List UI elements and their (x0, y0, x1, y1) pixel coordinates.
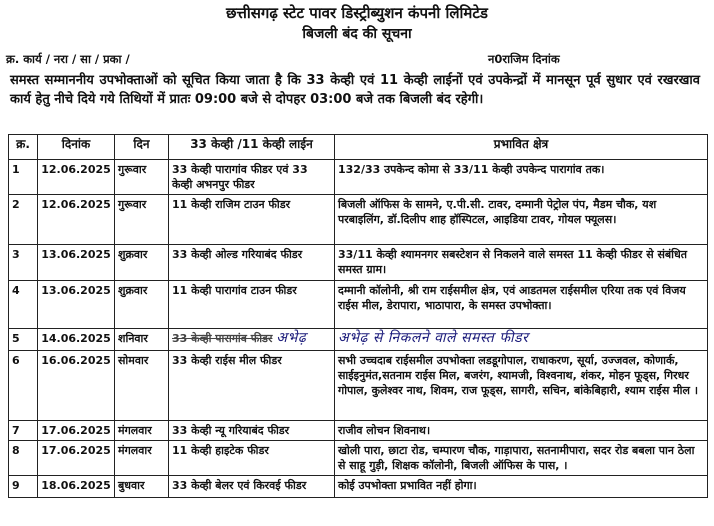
table-row (9, 245, 708, 281)
cell-serial: 4 (9, 281, 38, 329)
cell-date: 13.06.2025 (38, 245, 115, 281)
cell-date: 18.06.2025 (38, 476, 115, 498)
cell-line: 33 केव्ही न्यू गरियाबंद फीडर (169, 421, 335, 441)
cell-line (169, 329, 335, 351)
notice-title: बिजली बंद की सूचना (302, 26, 412, 42)
cell-day: मंगलवार (115, 421, 169, 441)
cell-day: बुधवार (115, 476, 169, 498)
handwritten-area-note: अभेढ़ से निकलने वाले समस्त फीडर (338, 330, 529, 346)
header-serial: क्र. (9, 135, 38, 160)
cell-serial: 8 (9, 441, 38, 476)
header-day: दिन (115, 135, 169, 160)
intro-paragraph: समस्त सम्माननीय उपभोक्ताओं को सूचित किया जाता है कि 33 केव्ही एवं 11 केव्ही लाईनों एवं उपकेन्द्रों में मानसून पूर्व सुधार एवं रखरखाव कार्य हेतु नीचे दिये गये तिथियों में प्रातः 09:00 बजे से दोपहर 03:00 बजे तक बिजली बंद रहेगी। (10, 73, 700, 107)
table-row (9, 441, 708, 476)
table-row (9, 476, 708, 498)
cell-date: 13.06.2025 (38, 281, 115, 329)
cell-day: गुरूवार (115, 160, 169, 195)
cell-line: 33 केव्ही राईस मील फीडर (169, 351, 335, 421)
cell-line: 33 केव्ही पारागांव फीडर एवं 33 केव्ही अभनपुर फीडर (169, 160, 335, 195)
cell-serial: 6 (9, 351, 38, 421)
cell-date: 12.06.2025 (38, 195, 115, 245)
cell-day: गुरूवार (115, 195, 169, 245)
cell-date: 17.06.2025 (38, 441, 115, 476)
cell-line: 11 केव्ही हाइटेक फीडर (169, 441, 335, 476)
header-affected-area: प्रभावित क्षेत्र (335, 135, 708, 160)
cell-date: 12.06.2025 (38, 160, 115, 195)
cell-date: 14.06.2025 (38, 329, 115, 351)
table-row (9, 421, 708, 441)
cell-serial: 3 (9, 245, 38, 281)
reference-date: न0राजिम दिनांक (488, 52, 560, 66)
cell-serial: 7 (9, 421, 38, 441)
cell-day: शनिवार (115, 329, 169, 351)
outage-schedule-table (8, 134, 708, 498)
cell-date: 17.06.2025 (38, 421, 115, 441)
table-row (9, 329, 708, 351)
cell-day: सोमवार (115, 351, 169, 421)
cell-line: 11 केव्ही पारागांव टाउन फीडर (169, 281, 335, 329)
handwritten-line-correction: अभेढ़ (276, 330, 307, 346)
cell-day: शुक्रवार (115, 245, 169, 281)
cell-serial: 2 (9, 195, 38, 245)
table-row (9, 160, 708, 195)
cell-serial: 1 (9, 160, 38, 195)
table-row (9, 281, 708, 329)
table-row (9, 195, 708, 245)
cell-date: 16.06.2025 (38, 351, 115, 421)
cell-area: खोली पारा, छाटा रोड, चम्पारण चौक, गाड़ापारा, सतनामीपारा, सदर रोड बबला पान ठेला से साहू गुड़ी, शिक्षक कॉलोनी, बिजली ऑफिस के पास, । (335, 441, 708, 476)
cell-area: दम्मानी कॉलोनी, श्री राम राईसमील क्षेत्र, एवं आडतमल राईसमील एरिया तक एवं विजय राईस मील, डेरापारा, भाठापारा, के समस्त उपभोक्ता। (335, 281, 708, 329)
cell-line: 33 केव्ही बेलर एवं किरवई फीडर (169, 476, 335, 498)
reference-number: क्र. कार्य / नरा / सा / प्रका / (6, 52, 130, 66)
cell-line: 33 केव्ही ओल्ड गरियाबंद फीडर (169, 245, 335, 281)
cell-day: मंगलवार (115, 441, 169, 476)
table-row (9, 351, 708, 421)
cell-area: 132/33 उपकेन्द कोमा से 33/11 केव्ही उपकेन्द पारागांव तक। (335, 160, 708, 195)
header-line: 33 केव्ही /11 केव्ही लाईन (169, 135, 335, 160)
struck-line-text: 33 केव्ही पारागांव फीडर (172, 332, 273, 345)
cell-area: राजीव लोचन शिवनाथ। (335, 421, 708, 441)
cell-area (335, 329, 708, 351)
header-date: दिनांक (38, 135, 115, 160)
cell-serial: 9 (9, 476, 38, 498)
cell-area: कोई उपभोक्ता प्रभावित नहीं होगा। (335, 476, 708, 498)
cell-area: बिजली ऑफिस के सामने, ए.पी.सी. टावर, दम्मानी पेट्रोल पंप, मैडम चौक, यश परबाइलिंग, डॉ.दिलीप शाह हॉस्पिटल, आइडिया टावर, गोयल फ्यूलस। (335, 195, 708, 245)
company-name: छत्तीसगढ़ स्टेट पावर डिस्ट्रीब्युशन कंपनी लिमिटेड (226, 4, 488, 22)
cell-day: शुक्रवार (115, 281, 169, 329)
cell-area: सभी उच्चदाब राईसमील उपभोक्ता लडडूगोपाल, राधाकरण, सूर्या, उज्जवल, कोणार्क, साईइनुमंत,सतनाम राईस मिल, बजरंग, श्यामजी, विश्वनाथ, शंकर, मोहन फूड्स, गिरधर गोपाल, कुलेश्वर नाथ, शिवम, राज फूड्स, सागरी, सचिन, बांकेबिहारी, श्याम राईस मील । (335, 351, 708, 421)
cell-area: 33/11 केव्ही श्यामनगर सबस्टेशन से निकलने वाले समस्त 11 केव्ही फीडर से संबंधित समस्त ग्राम। (335, 245, 708, 281)
table-header-row (9, 135, 708, 160)
cell-line: 11 केव्ही राजिम टाउन फीडर (169, 195, 335, 245)
cell-serial: 5 (9, 329, 38, 351)
